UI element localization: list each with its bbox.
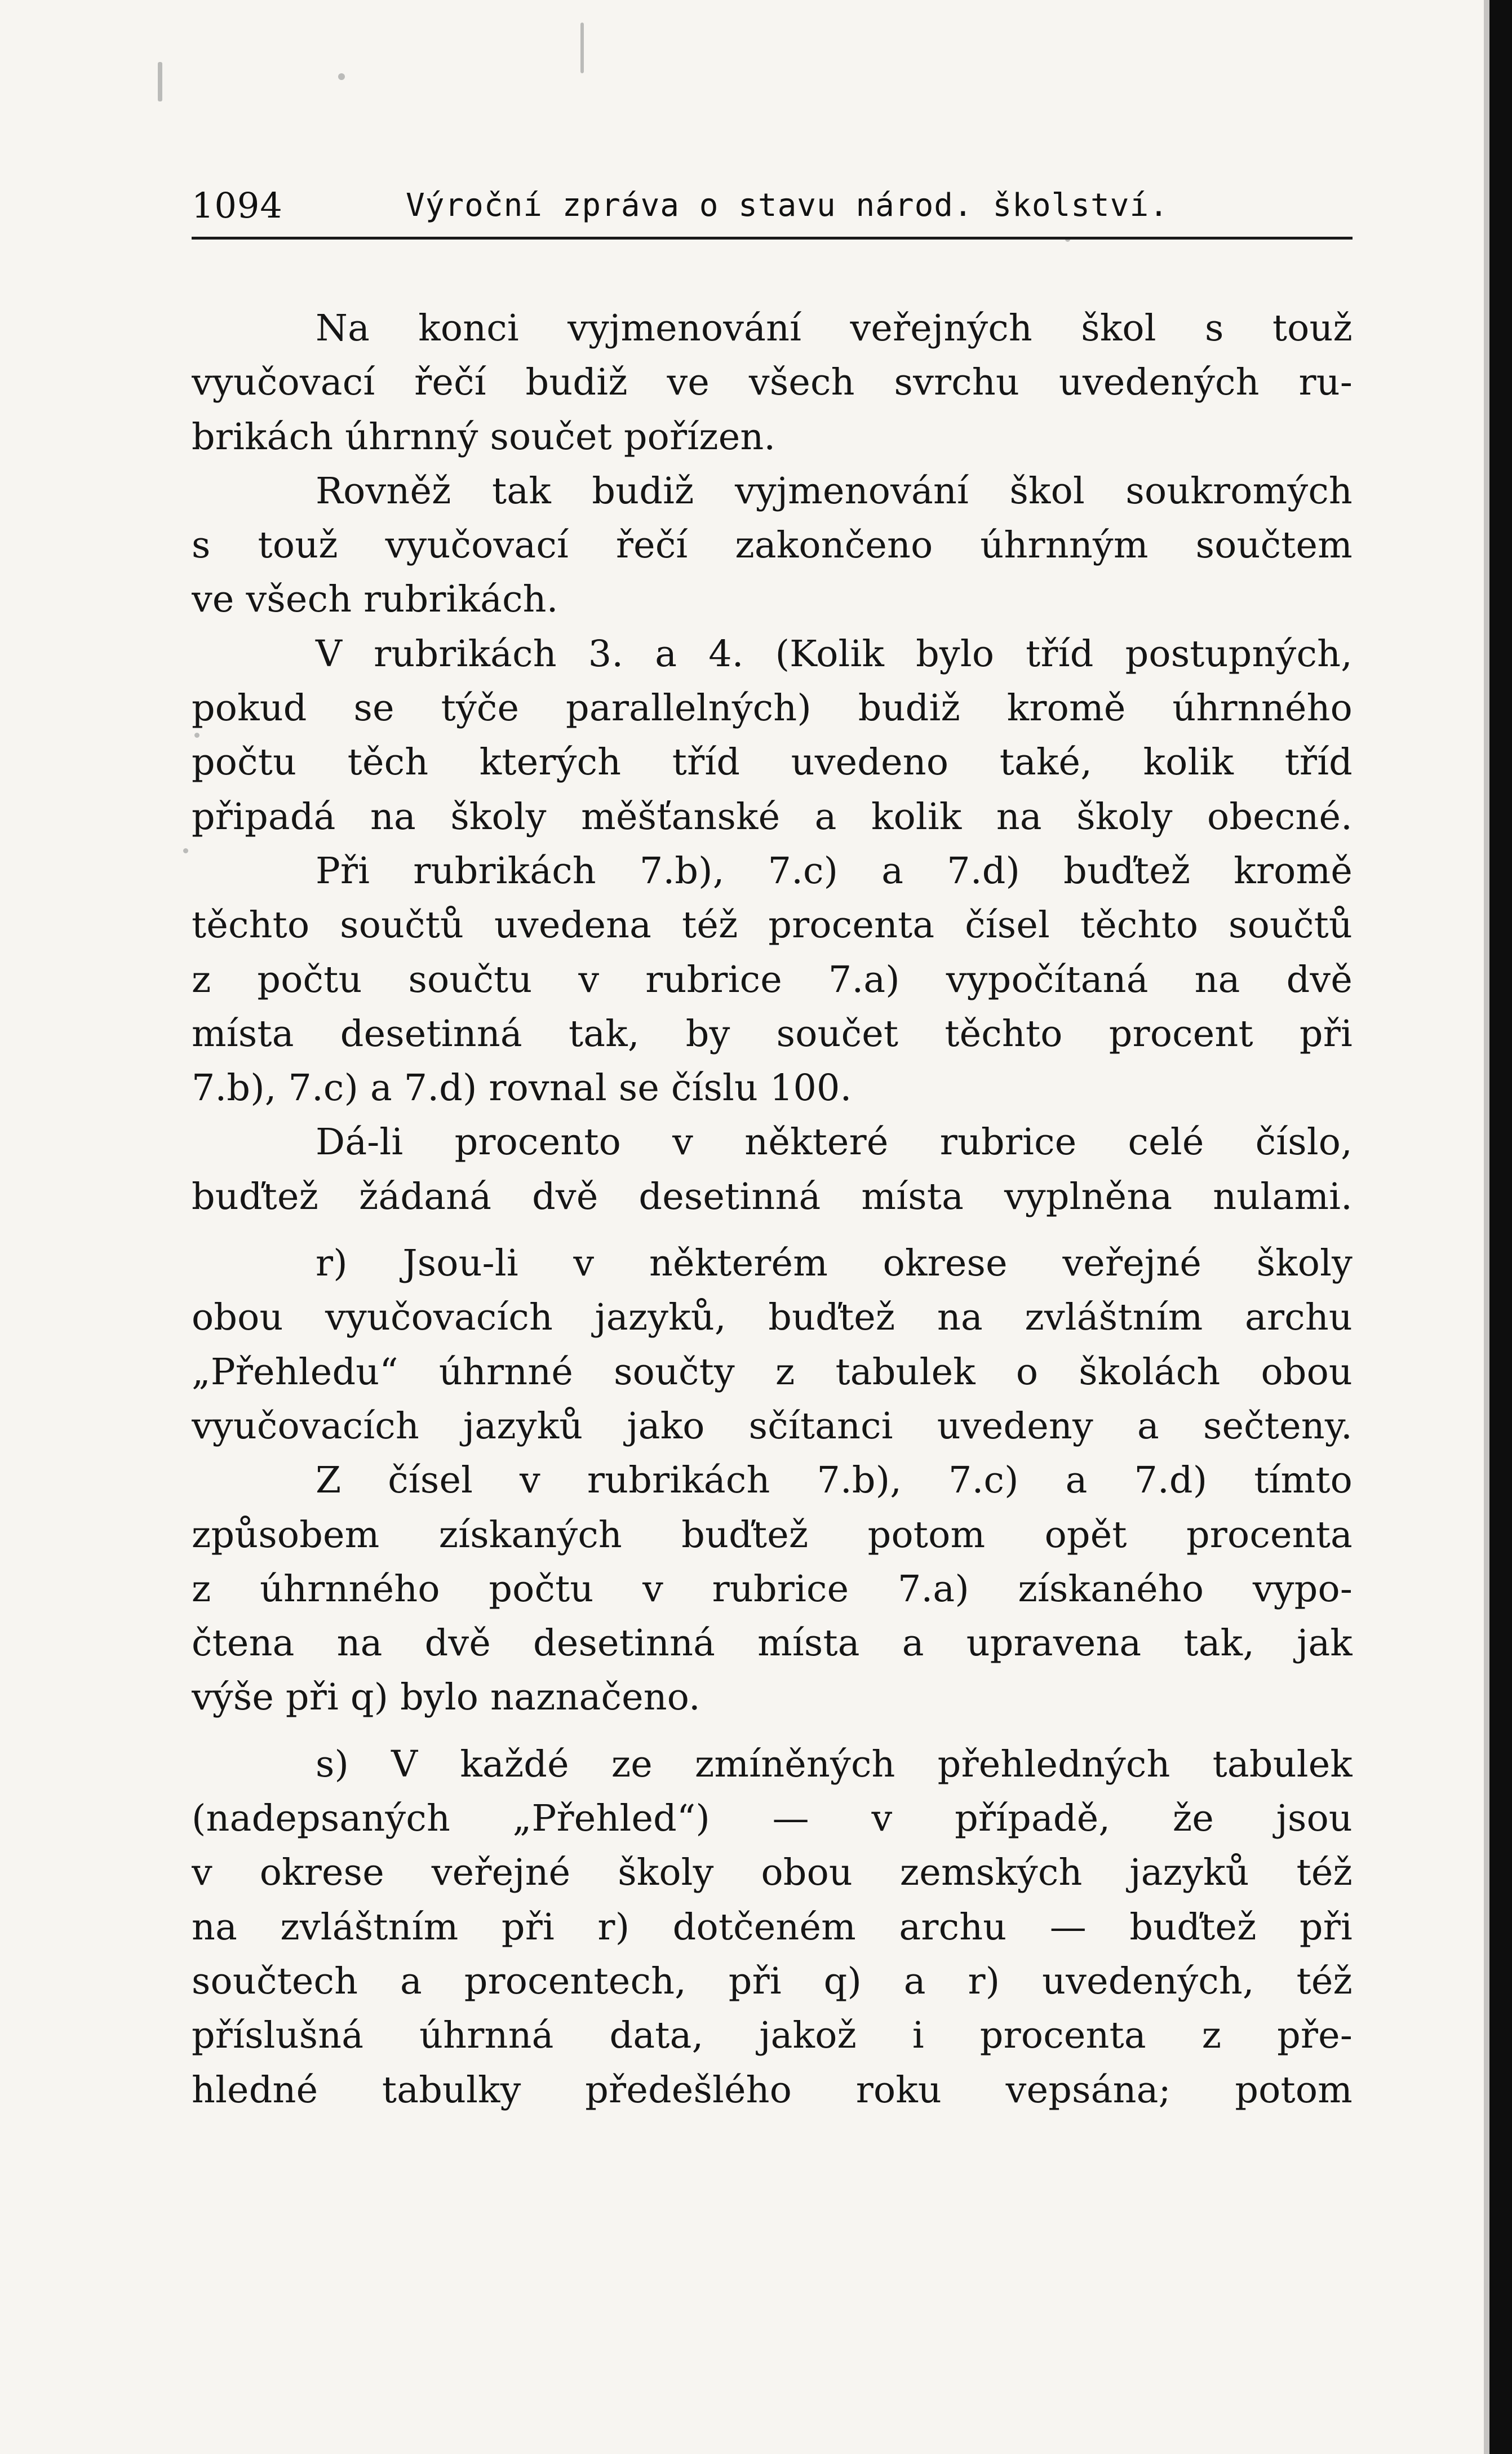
running-title: Výroční zpráva o stavu národ. školství.	[406, 187, 1169, 224]
page-number: 1094	[192, 185, 283, 226]
text-line: z úhrnného počtu v rubrice 7.a) získaného vypo-	[192, 1567, 1353, 1610]
text-line: čtena na dvě desetinná místa a upravena tak, jak	[192, 1622, 1353, 1665]
text-line: vyučovacích jazyků jako sčítanci uvedeny a sečteny.	[192, 1405, 1353, 1447]
paragraph-gap	[192, 1224, 1353, 1237]
text-line: Rovněž tak budiž vyjmenování škol soukromých	[316, 469, 1353, 512]
text-line: Při rubrikách 7.b), 7.c) a 7.d) buďtež kromě	[316, 849, 1353, 892]
paragraph	[192, 1738, 1353, 2118]
paragraph	[192, 464, 1353, 627]
text-line: Z čísel v rubrikách 7.b), 7.c) a 7.d) tímto	[316, 1459, 1353, 1502]
text-line: v okrese veřejné školy obou zemských jazyků též	[192, 1851, 1353, 1894]
paragraph-gap	[192, 1725, 1353, 1738]
scan-edge-border	[1489, 0, 1512, 2454]
paragraph	[192, 302, 1353, 464]
text-line: příslušná úhrnná data, jakož i procenta z pře-	[192, 2014, 1353, 2057]
text-line: brikách úhrnný součet pořízen.	[192, 415, 776, 458]
text-line: vyučovací řečí budiž ve všech svrchu uvedených ru-	[192, 361, 1353, 404]
text-line: počtu těch kterých tříd uvedeno také, kolik tříd	[192, 741, 1353, 784]
text-line: V rubrikách 3. a 4. (Kolik bylo tříd postupných,	[316, 632, 1353, 675]
text-line: z počtu součtu v rubrice 7.a) vypočítaná na dvě	[192, 958, 1353, 1001]
text-line: 7.b), 7.c) a 7.d) rovnal se číslu 100.	[192, 1067, 852, 1110]
text-line: hledné tabulky předešlého roku vepsána; potom	[192, 2068, 1353, 2111]
text-line: Dá-li procento v některé rubrice celé číslo,	[316, 1121, 1353, 1164]
text-line: s touž vyučovací řečí zakončeno úhrnným součtem	[192, 524, 1353, 567]
text-line: součtech a procentech, při q) a r) uvedených, též	[192, 1960, 1353, 2003]
text-line: výše při q) bylo naznačeno.	[192, 1676, 700, 1719]
header-rule	[192, 237, 1353, 240]
text-line: způsobem získaných buďtež potom opět procenta	[192, 1513, 1353, 1556]
paragraph	[192, 1237, 1353, 1454]
scan-speck	[183, 848, 188, 853]
text-line: ve všech rubrikách.	[192, 578, 558, 621]
text-line: místa desetinná tak, by součet těchto procent při	[192, 1012, 1353, 1055]
scan-speck	[580, 23, 584, 73]
text-line: na zvláštním při r) dotčeném archu — buďtež při	[192, 1906, 1353, 1948]
text-line: připadá na školy měšťanské a kolik na školy obecné.	[192, 795, 1353, 838]
page-header	[192, 178, 1353, 240]
scan-speck	[158, 62, 162, 101]
body-text	[192, 302, 1353, 2118]
paragraph	[192, 1115, 1353, 1224]
paragraph	[192, 844, 1353, 1115]
text-line: těchto součtů uvedena též procenta čísel těchto součtů	[192, 904, 1353, 947]
paragraph	[192, 627, 1353, 844]
scan-speck	[338, 73, 345, 80]
text-line: buďtež žádaná dvě desetinná místa vyplněna nulami.	[192, 1175, 1353, 1218]
paragraph	[192, 1454, 1353, 1725]
scan-edge-shadow	[1484, 0, 1489, 2454]
text-line: s) V každé ze zmíněných přehledných tabulek	[316, 1743, 1353, 1786]
text-line: r) Jsou-li v některém okrese veřejné školy	[316, 1242, 1353, 1285]
text-line: Na konci vyjmenování veřejných škol s touž	[316, 307, 1353, 349]
text-line: obou vyučovacích jazyků, buďtež na zvláštním archu	[192, 1296, 1353, 1339]
text-line: pokud se týče parallelných) budiž kromě úhrnného	[192, 687, 1353, 730]
text-line: „Přehledu“ úhrnné součty z tabulek o školách obou	[192, 1350, 1353, 1393]
text-line: (nadepsaných „Přehled“) — v případě, že jsou	[192, 1797, 1353, 1840]
